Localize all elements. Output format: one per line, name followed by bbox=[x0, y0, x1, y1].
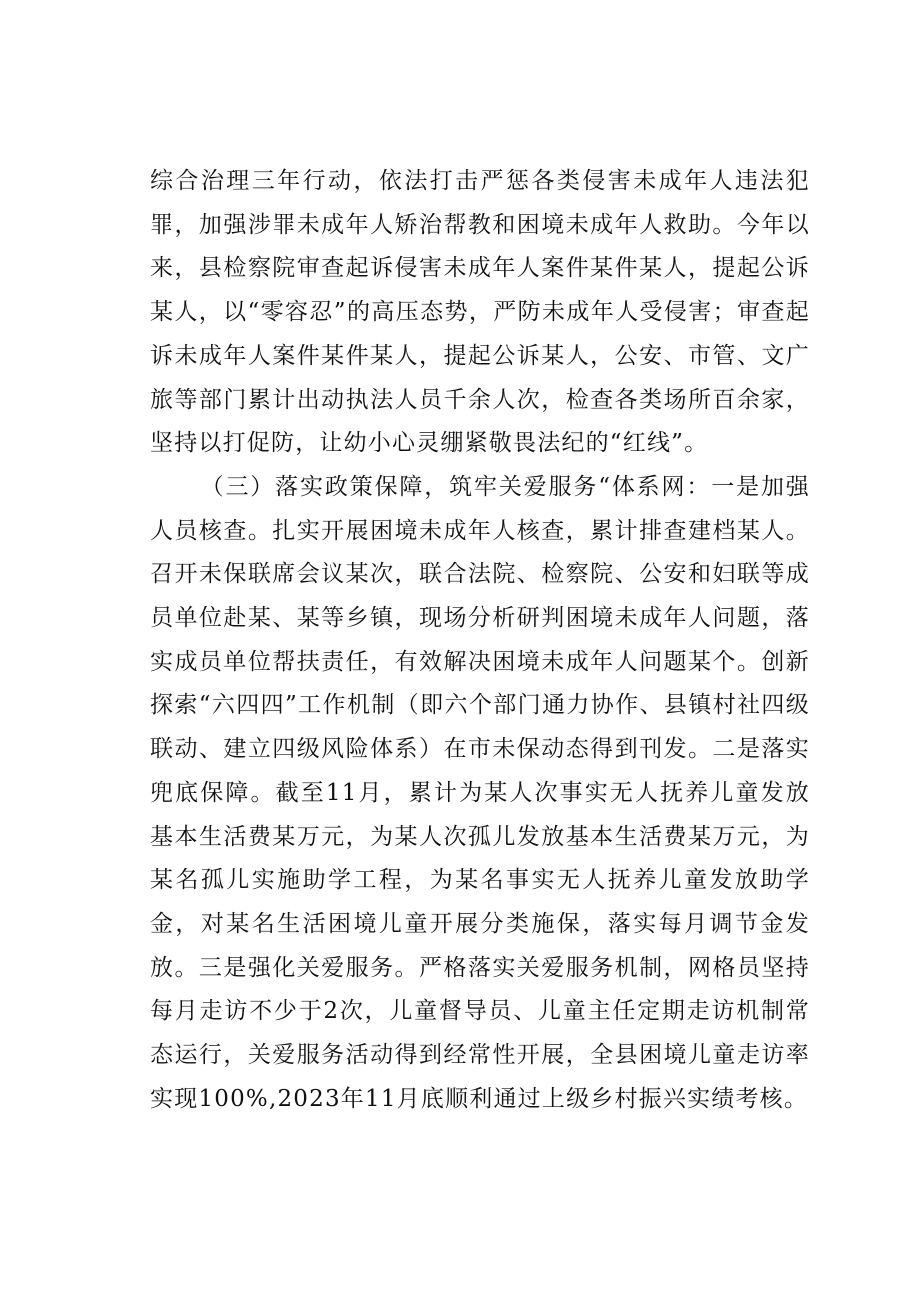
paragraph-policy-guarantee: （三）落实政策保障，筑牢关爱服务“体系网：一是加强人员核查。扎实开展困境未成年人核查，累计排查建档某人。召开未保联席会议某次，联合法院、检察院、公安和妇联等成员单位赴某、某等乡镇，现场分析研判困境未成年人问题，落实成员单位帮扶责任，有效解决困境未成年人问题某个。创新探索“六四四”工作机制（即六个部门通力协作、县镇村社四级联动、建立四级风险体系）在市未保动态得到刊发。二是落实兜底保障。截至11月，累计为某人次事实无人抚养儿童发放基本生活费某万元，为某人次孤儿发放基本生活费某万元，为某名孤儿实施助学工程，为某名事实无人抚养儿童发放助学金，对某名生活困境儿童开展分类施保，落实每月调节金发放。三是强化关爱服务。严格落实关爱服务机制，网格员坚持每月走访不少于2次，儿童督导员、儿童主任定期走访机制常态运行，关爱服务活动得到经常性开展，全县困境儿童走访率实现100%,2023年11月底顺利通过上级乡村振兴实绩考核。 bbox=[150, 473, 810, 1112]
document-body bbox=[150, 160, 810, 1121]
paragraph-protection-actions: 综合治理三年行动，依法打击严惩各类侵害未成年人违法犯罪，加强涉罪未成年人矫治帮教和困境未成年人救助。今年以来，县检察院审查起诉侵害未成年人案件某件某人，提起公诉某人，以“零容忍”的高压态势，严防未成年人受侵害；审查起诉未成年人案件某件某人，提起公诉某人，公安、市管、文广旅等部门累计出动执法人员千余人次，检查各类场所百余家，坚持以打促防，让幼小心灵绷紧敬畏法纪的“红线”。 bbox=[150, 168, 810, 457]
